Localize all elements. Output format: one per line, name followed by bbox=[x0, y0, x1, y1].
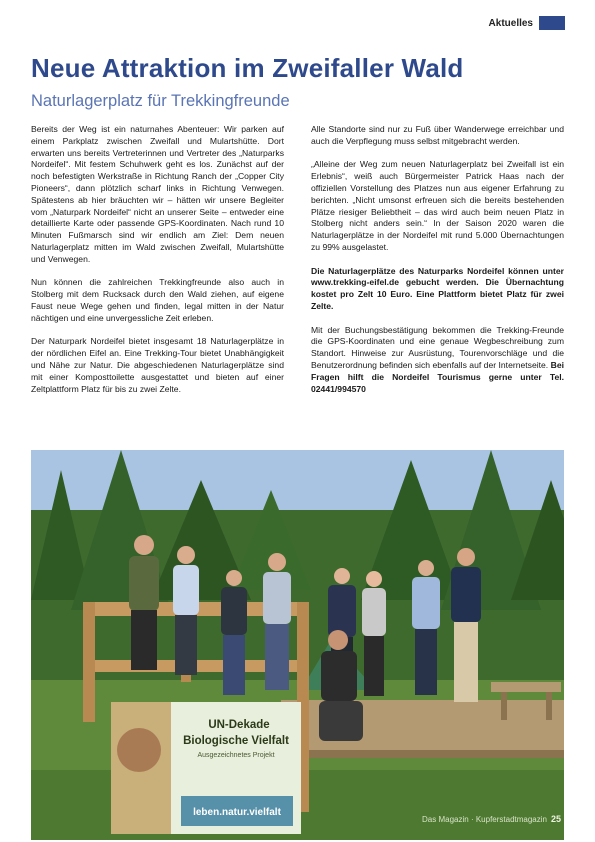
group-photo bbox=[31, 450, 564, 840]
booking-details: Mit der Buchungsbestätigung bekommen die Trekking-Freunde die GPS-Koordinaten und eine genaue Wegbeschreibung zum Standort. Hinweise zur Ausrüstung, Tourenvorschläge und die Benutzerordnung befinden sich ebenfalls auf der Internetseite. bbox=[311, 324, 564, 370]
section-tag bbox=[489, 16, 565, 30]
banner-title: UN-Dekade bbox=[208, 719, 270, 731]
section-color-bar bbox=[539, 16, 565, 30]
photo-illustration bbox=[31, 450, 564, 840]
article-title: Neue Attraktion im Zweifaller Wald bbox=[31, 53, 464, 83]
banner-caption: Ausgezeichnetes Projekt bbox=[197, 752, 275, 759]
paragraph: Alle Standorte sind nur zu Fuß über Wanderwege erreichbar und auch die Verpflegung muss selbst mitgebracht werden. bbox=[311, 124, 564, 146]
paragraph: Nun können die zahlreichen Trekkingfreunde also auch in Stolberg mit dem Rucksack durch den Wald ziehen, auf eigene Faust neue Wege gehen und finden, legal mitten in der Natur nächtigen und eine unvergessliche Zeit erleben. bbox=[31, 277, 284, 323]
page-footer bbox=[422, 814, 561, 824]
booking-info: Die Naturlagerplätze des Naturparks Nordeifel können unter www.trekking-eifel.de gebucht werden. Die Übernachtung kostet pro Zelt 10 Euro. Eine Plattform bietet Platz für zwei Zelte. bbox=[311, 265, 564, 311]
magazine-name: Das Magazin · Kupferstadtmagazin bbox=[422, 814, 547, 824]
paragraph bbox=[311, 325, 564, 396]
un-decade-banner bbox=[111, 702, 301, 834]
paragraph: „Alleine der Weg zum neuen Naturlagerplatz bei Zweifall ist ein Erlebnis“, weiß auch Bürgermeister Patrick Haas nach der offiziellen Vorstellung des Platzes nun aus eigener Erfahrung zu berichten. „Nicht umsonst erfreuen sich die bereits bestehenden Plätze riesiger Beliebtheit – das wird auch beim neuen Platz in Stolberg nicht anders sein.“ In der Saison 2020 waren die Naturlagerplätze in der Nordeifel mit rund 5.000 Übernachtungen zu 99% ausgelastet. bbox=[311, 159, 564, 252]
article-column-left bbox=[31, 124, 284, 407]
article-column-right bbox=[311, 124, 564, 407]
section-label: Aktuelles bbox=[488, 17, 533, 29]
banner-subtitle: Biologische Vielfalt bbox=[183, 735, 289, 747]
paragraph: Der Naturpark Nordeifel bietet insgesamt 18 Naturlagerplätze in der nördlichen Eifel an. Eine Trekking-Tour bietet Unabhängigkeit und Nähe zur Natur. Die abgeschiedenen Naturlagerplätze sind mit einer Komposttoilette ausgestattet und bieten auf einer Zeltplattform Platz für bis zu zwei Zelte. bbox=[31, 336, 284, 394]
paragraph-bold bbox=[311, 266, 564, 313]
banner-url: leben.natur.vielfalt bbox=[193, 807, 281, 818]
page-number: 25 bbox=[550, 814, 561, 824]
article-subtitle: Naturlagerplatz für Trekkingfreunde bbox=[31, 92, 290, 110]
contact-info: Bei Fragen hilft die Nordeifel Tourismus gerne unter Tel. 02441/994570 bbox=[311, 359, 565, 394]
paragraph: Bereits der Weg ist ein naturnahes Abenteuer: Wir parken auf einem Parkplatz zwischen Zweifall und Mulartshütte. Dort erwarten uns bereits Vertreterinnen und Vertreter des „Naturparks Nordeifel“. Mit festem Schuhwerk geht es los. Zunächst auf der noch befestigten Werkstraße in Richtung Ranch der „Copper City Pioneers“, dann plötzlich scharf links in Richtung Venwegen. Spätestens ab hier bräuchten wir – hätten wir unsere Begleiter vom „Naturpark Nordeifel“ nicht an unserer Seite – entweder eine detaillierte Karte oder passende GPS-Koordinaten. Nach rund 10 Minuten Fußmarsch sind wir endlich am Ziel: Dem neuen Naturlagerplatz mitten im Wald zwischen Zweifall, Mulartshütte und Venwegen. bbox=[31, 124, 284, 264]
